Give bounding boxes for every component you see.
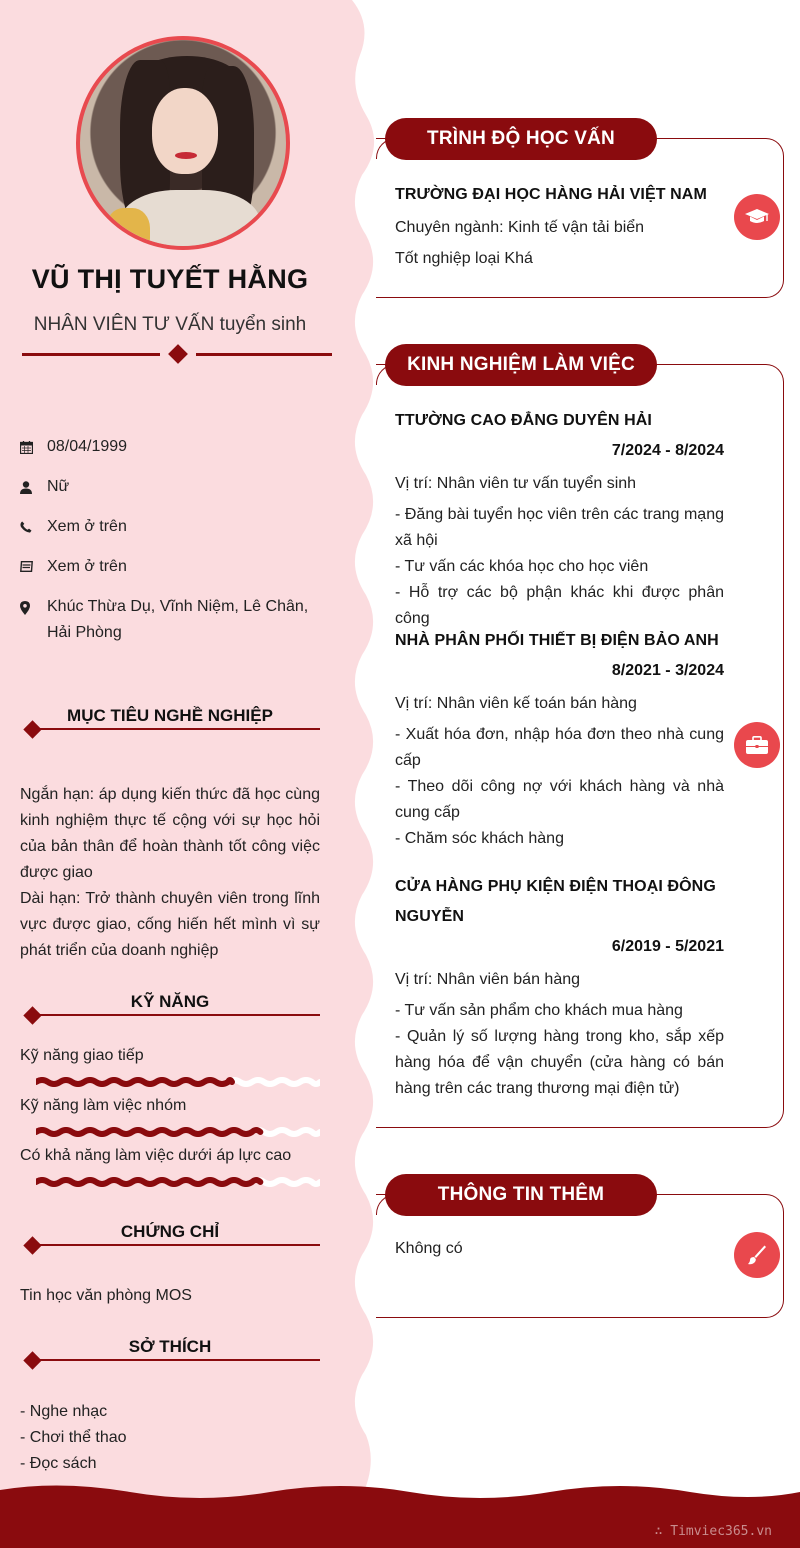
candidate-name: VŨ THỊ TUYẾT HẰNG xyxy=(31,264,309,294)
skill-bar xyxy=(36,1177,320,1187)
phone-text: Xem ở trên xyxy=(47,518,127,535)
job-duty: - Tư vấn sản phẩm cho khách mua hàng xyxy=(395,1002,683,1019)
additional-text: Không có xyxy=(395,1240,463,1257)
candidate-title: NHÂN VIÊN TƯ VẤN tuyển sinh xyxy=(33,314,307,335)
job-duty: - Theo dõi công nợ với khách hàng và nhà cung cấp xyxy=(395,778,724,821)
job-period: 7/2024 - 8/2024 xyxy=(611,442,724,459)
hobbies-list xyxy=(20,1399,320,1477)
objective-heading-label: MỤC TIÊU NGHỀ NGHIỆP xyxy=(67,706,273,725)
envelope-icon xyxy=(20,554,47,580)
additional-heading: THÔNG TIN THÊM xyxy=(385,1174,657,1216)
skills-heading-label: KỸ NĂNG xyxy=(130,992,210,1011)
calendar-icon xyxy=(20,434,47,460)
job-duty: - Quản lý số lượng hàng trong kho, sắp xếp hàng hóa để vận chuyển (cửa hàng có bán hàng trên các trang thương mại điện tử) xyxy=(395,1028,724,1097)
education-major: Chuyên ngành: Kinh tế vận tải biển xyxy=(395,219,645,236)
profile-photo xyxy=(76,36,290,250)
skill-bar xyxy=(36,1127,320,1137)
skill-bar xyxy=(36,1077,320,1087)
certificates-heading-label: CHỨNG CHỈ xyxy=(120,1222,220,1241)
address-text: Khúc Thừa Dụ, Vĩnh Niệm, Lê Chân, Hải Phòng xyxy=(47,598,309,641)
footer-brand: ∴ Timviec365.vn xyxy=(654,1524,772,1539)
job-company: NHÀ PHÂN PHỐI THIẾT BỊ ĐIỆN BẢO ANH xyxy=(395,632,719,649)
objective-long-term: Dài hạn: Trở thành chuyên viên trong lĩnh vực được giao, cống hiến hết mình vì sự phát triển của doanh nghiệp xyxy=(20,890,320,959)
map-pin-icon xyxy=(20,594,47,646)
skill-bar-fill xyxy=(36,1080,232,1084)
job-duty: - Xuất hóa đơn, nhập hóa đơn theo nhà cung cấp xyxy=(395,726,724,769)
paintbrush-icon xyxy=(734,1232,780,1278)
education-school: TRƯỜNG ĐẠI HỌC HÀNG HẢI VIỆT NAM xyxy=(395,186,707,203)
job-period: 8/2021 - 3/2024 xyxy=(611,662,724,679)
skill-bar-fill xyxy=(36,1130,260,1134)
job-duties xyxy=(395,998,724,1102)
hobby-item: - Nghe nhạc xyxy=(20,1403,108,1420)
certificates-text: Tin học văn phòng MOS xyxy=(20,1287,192,1304)
certificates-heading xyxy=(20,1222,320,1252)
skill-label: Kỹ năng giao tiếp xyxy=(20,1047,144,1064)
contact-email xyxy=(20,554,320,580)
skill-label: Có khả năng làm việc dưới áp lực cao xyxy=(20,1147,292,1164)
contact-birthday xyxy=(20,434,320,460)
name-divider-right xyxy=(196,353,332,356)
objective-short-term: Ngắn hạn: áp dụng kiến thức đã học cùng kinh nghiệm thực tế cộng với sự học hỏi của bản thân để hoàn thành tốt công việc được giao xyxy=(20,786,320,881)
hobby-item: - Đọc sách xyxy=(20,1455,97,1472)
job-duties xyxy=(395,722,724,852)
contact-address xyxy=(20,594,320,646)
job-period: 6/2019 - 5/2021 xyxy=(611,938,724,955)
hobby-item: - Chơi thể thao xyxy=(20,1429,127,1446)
experience-heading: KINH NGHIỆM LÀM VIỆC xyxy=(385,344,657,386)
job-company: TTƯỜNG CAO ĐẲNG DUYÊN HẢI xyxy=(395,412,652,429)
skill-bar-fill xyxy=(36,1180,260,1184)
user-icon xyxy=(20,474,47,500)
name-divider-left xyxy=(22,353,160,356)
email-text: Xem ở trên xyxy=(47,558,127,575)
job-duty: - Đăng bài tuyển học viên trên các trang mạng xã hội xyxy=(395,506,724,549)
graduation-cap-icon xyxy=(734,194,780,240)
job-position: Vị trí: Nhân viên bán hàng xyxy=(395,971,581,988)
job-duty: - Chăm sóc khách hàng xyxy=(395,830,564,847)
skill-label: Kỹ năng làm việc nhóm xyxy=(20,1097,187,1114)
hobbies-heading xyxy=(20,1337,320,1367)
phone-icon xyxy=(20,514,47,540)
contact-gender xyxy=(20,474,320,500)
job-position: Vị trí: Nhân viên tư vấn tuyển sinh xyxy=(395,475,637,492)
gender-text: Nữ xyxy=(47,478,70,495)
briefcase-icon xyxy=(734,722,780,768)
job-duty: - Tư vấn các khóa học cho học viên xyxy=(395,558,649,575)
skills-heading xyxy=(20,992,320,1022)
job-company: CỬA HÀNG PHỤ KIỆN ĐIỆN THOẠI ĐÔNG NGUYỄN xyxy=(395,878,716,925)
job-duty: - Hỗ trợ các bộ phận khác khi được phân công xyxy=(395,584,724,627)
birthday-text: 08/04/1999 xyxy=(47,438,128,455)
job-position: Vị trí: Nhân viên kế toán bán hàng xyxy=(395,695,637,712)
objective-heading xyxy=(20,706,320,736)
contact-phone xyxy=(20,514,320,540)
objective-text xyxy=(20,782,320,964)
job-duties xyxy=(395,502,724,632)
education-heading: TRÌNH ĐỘ HỌC VẤN xyxy=(385,118,657,160)
hobbies-heading-label: SỞ THÍCH xyxy=(128,1337,212,1356)
education-grade: Tốt nghiệp loại Khá xyxy=(395,250,533,267)
